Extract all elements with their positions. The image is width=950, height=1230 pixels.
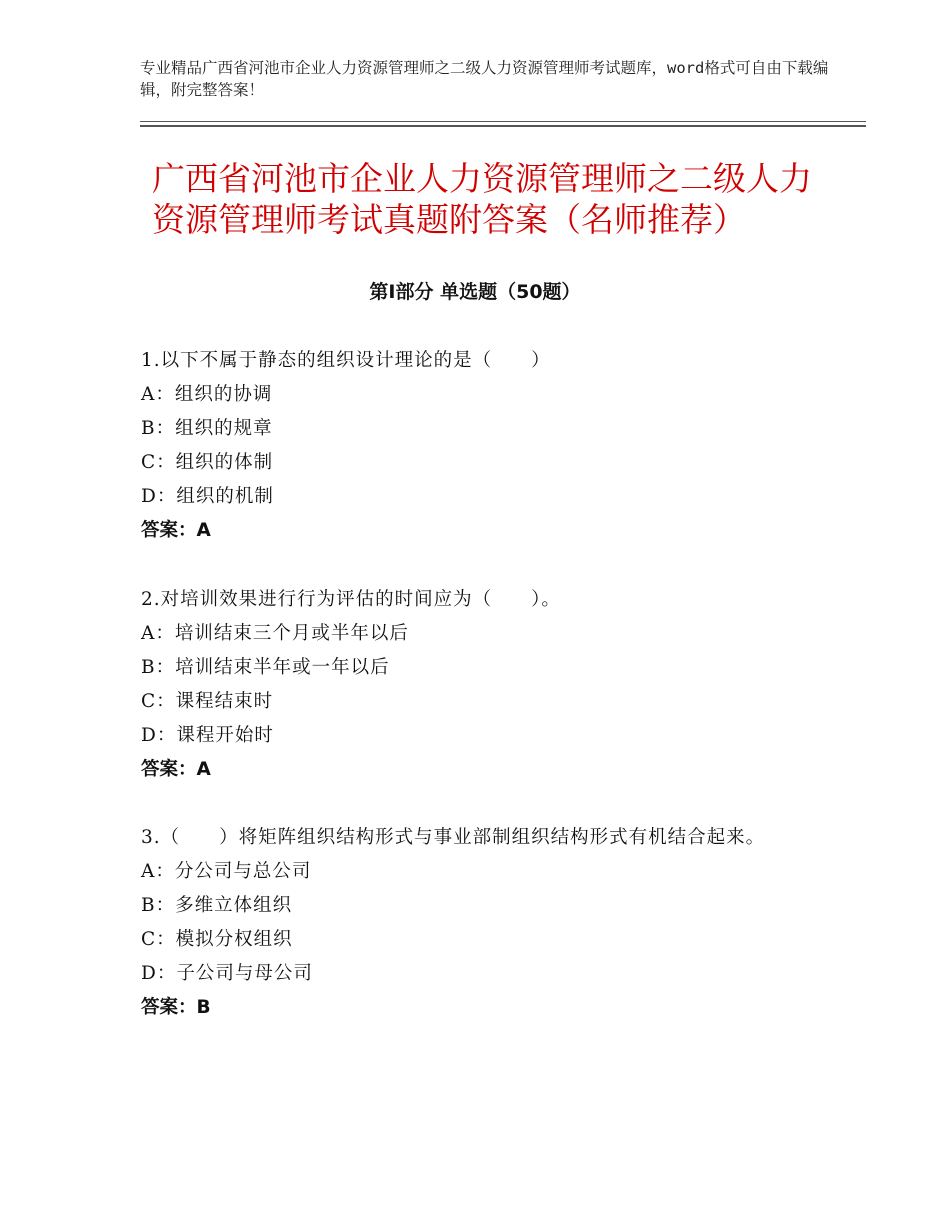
option-a: A：组织的协调: [141, 384, 273, 405]
option-c: C：模拟分权组织: [141, 929, 293, 950]
header-note: 专业精品广西省河池市企业人力资源管理师之二级人力资源管理师考试题库，word格式可自由下载编辑，附完整答案！: [140, 59, 829, 99]
question-2: [141, 583, 821, 787]
option-d: D：子公司与母公司: [141, 963, 313, 984]
question-3: [141, 821, 821, 1025]
option-d: D：组织的机制: [141, 486, 274, 507]
option-c: C：课程结束时: [141, 691, 274, 712]
question-stem: 1.以下不属于静态的组织设计理论的是（ ）: [141, 350, 551, 371]
answer: 答案：A: [141, 520, 211, 541]
option-d: D：课程开始时: [141, 725, 274, 746]
option-b: B：培训结束半年或一年以后: [141, 657, 390, 678]
answer: 答案：A: [141, 759, 211, 780]
header-divider-thick: [140, 125, 866, 127]
option-a: A：分公司与总公司: [141, 861, 312, 882]
option-b: B：多维立体组织: [141, 895, 293, 916]
document-title: 广西省河池市企业人力资源管理师之二级人力资源管理师考试真题附答案（名师推荐）: [152, 159, 812, 239]
option-c: C：组织的体制: [141, 452, 274, 473]
question-1: [141, 344, 821, 548]
option-b: B：组织的规章: [141, 418, 273, 439]
section-heading: 第Ⅰ部分 单选题（50题）: [369, 281, 581, 303]
header-divider: [140, 121, 866, 122]
question-stem: 2.对培训效果进行行为评估的时间应为（ ）。: [141, 589, 561, 610]
option-a: A：培训结束三个月或半年以后: [141, 623, 409, 644]
answer: 答案：B: [141, 997, 211, 1018]
question-stem: 3.（ ）将矩阵组织结构形式与事业部制组织结构形式有机结合起来。: [141, 827, 766, 848]
